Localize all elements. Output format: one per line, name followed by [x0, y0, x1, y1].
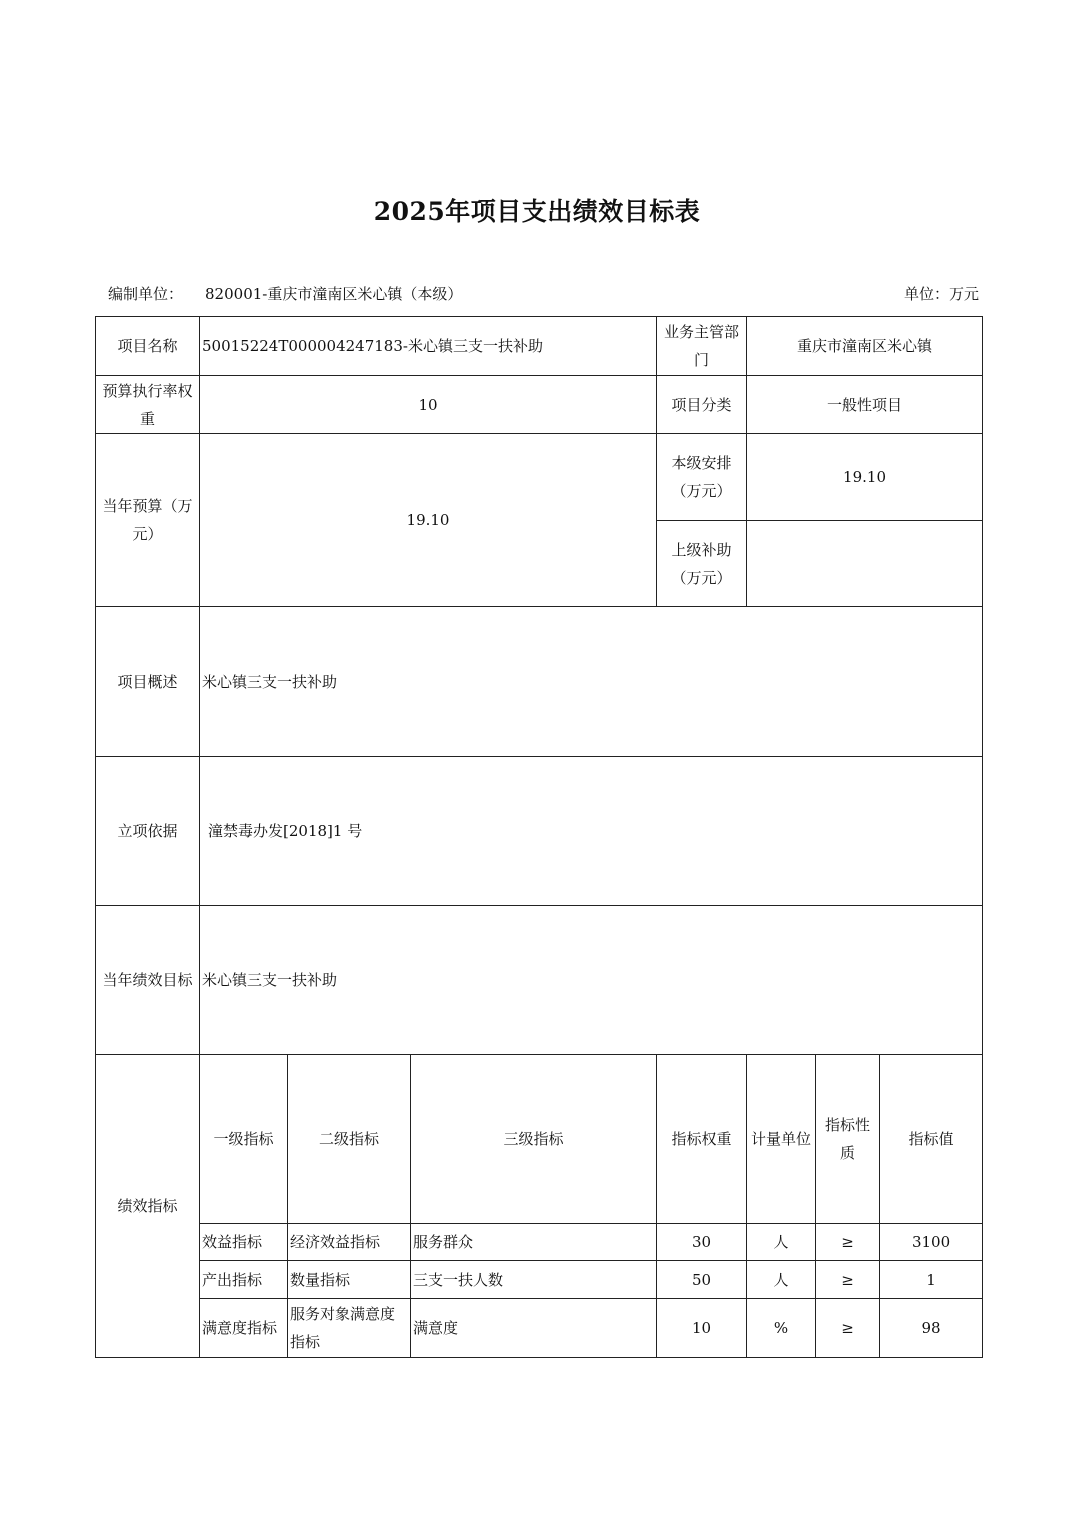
- org-label: 编制单位：: [108, 285, 184, 303]
- header-weight: 指标权重: [657, 1055, 747, 1224]
- indicator-level3: 服务群众: [411, 1224, 657, 1261]
- local-label: 本级安排（万元）: [657, 434, 747, 521]
- indicator-weight: 30: [657, 1224, 747, 1261]
- goal-label: 当年绩效目标: [96, 906, 200, 1055]
- row-goal: [96, 906, 983, 1055]
- header-level3: 三级指标: [411, 1055, 657, 1224]
- org-info: [108, 283, 462, 304]
- category-value: 一般性项目: [747, 376, 983, 434]
- basis-value: 潼禁毒办发[2018]1 号: [200, 757, 983, 906]
- dept-value: 重庆市潼南区米心镇: [747, 317, 983, 376]
- indicator-weight: 50: [657, 1261, 747, 1299]
- category-label: 项目分类: [657, 376, 747, 434]
- unit-label: 单位：万元: [903, 285, 979, 303]
- local-value: 19.10: [747, 434, 983, 521]
- project-name-value: 50015224T000004247183-米心镇三支一扶补助: [200, 317, 657, 376]
- overview-value: 米心镇三支一扶补助: [200, 607, 983, 757]
- indicator-level2: 服务对象满意度指标: [288, 1299, 411, 1358]
- indicator-level3: 满意度: [411, 1299, 657, 1358]
- indicator-nature: ≥: [816, 1224, 880, 1261]
- basis-label: 立项依据: [96, 757, 200, 906]
- row-budget: [96, 434, 983, 521]
- indicator-level2: 数量指标: [288, 1261, 411, 1299]
- indicator-row: [96, 1224, 983, 1261]
- header-level2: 二级指标: [288, 1055, 411, 1224]
- header-level1: 一级指标: [200, 1055, 288, 1224]
- header-value: 指标值: [880, 1055, 983, 1224]
- indicator-level1: 产出指标: [200, 1261, 288, 1299]
- row-rate-weight: [96, 376, 983, 434]
- row-overview: [96, 607, 983, 757]
- indicator-level3: 三支一扶人数: [411, 1261, 657, 1299]
- header-unit: 计量单位: [747, 1055, 816, 1224]
- row-project-name: [96, 317, 983, 376]
- dept-label: 业务主管部门: [657, 317, 747, 376]
- performance-table: [95, 316, 983, 1358]
- indicator-row: [96, 1261, 983, 1299]
- indicator-nature: ≥: [816, 1299, 880, 1358]
- budget-value: 19.10: [200, 434, 657, 607]
- indicator-level2: 经济效益指标: [288, 1224, 411, 1261]
- indicator-unit: 人: [747, 1224, 816, 1261]
- row-basis: [96, 757, 983, 906]
- indicator-section-label: 绩效指标: [96, 1055, 200, 1358]
- indicator-header-row: [96, 1055, 983, 1224]
- budget-label: 当年预算（万元）: [96, 434, 200, 607]
- org-value: 820001-重庆市潼南区米心镇（本级）: [205, 285, 463, 303]
- indicator-level1: 满意度指标: [200, 1299, 288, 1358]
- project-name-label: 项目名称: [96, 317, 200, 376]
- rate-weight-value: 10: [200, 376, 657, 434]
- indicator-unit: %: [747, 1299, 816, 1358]
- indicator-nature: ≥: [816, 1261, 880, 1299]
- indicator-value: 98: [880, 1299, 983, 1358]
- upper-value: [747, 521, 983, 607]
- header-nature: 指标性质: [816, 1055, 880, 1224]
- goal-value: 米心镇三支一扶补助: [200, 906, 983, 1055]
- indicator-value: 1: [880, 1261, 983, 1299]
- indicator-value: 3100: [880, 1224, 983, 1261]
- upper-label: 上级补助（万元）: [657, 521, 747, 607]
- indicator-row: [96, 1299, 983, 1358]
- indicator-unit: 人: [747, 1261, 816, 1299]
- overview-label: 项目概述: [96, 607, 200, 757]
- indicator-level1: 效益指标: [200, 1224, 288, 1261]
- rate-weight-label: 预算执行率权重: [96, 376, 200, 434]
- indicator-weight: 10: [657, 1299, 747, 1358]
- page-title: 2025年项目支出绩效目标表: [373, 197, 701, 226]
